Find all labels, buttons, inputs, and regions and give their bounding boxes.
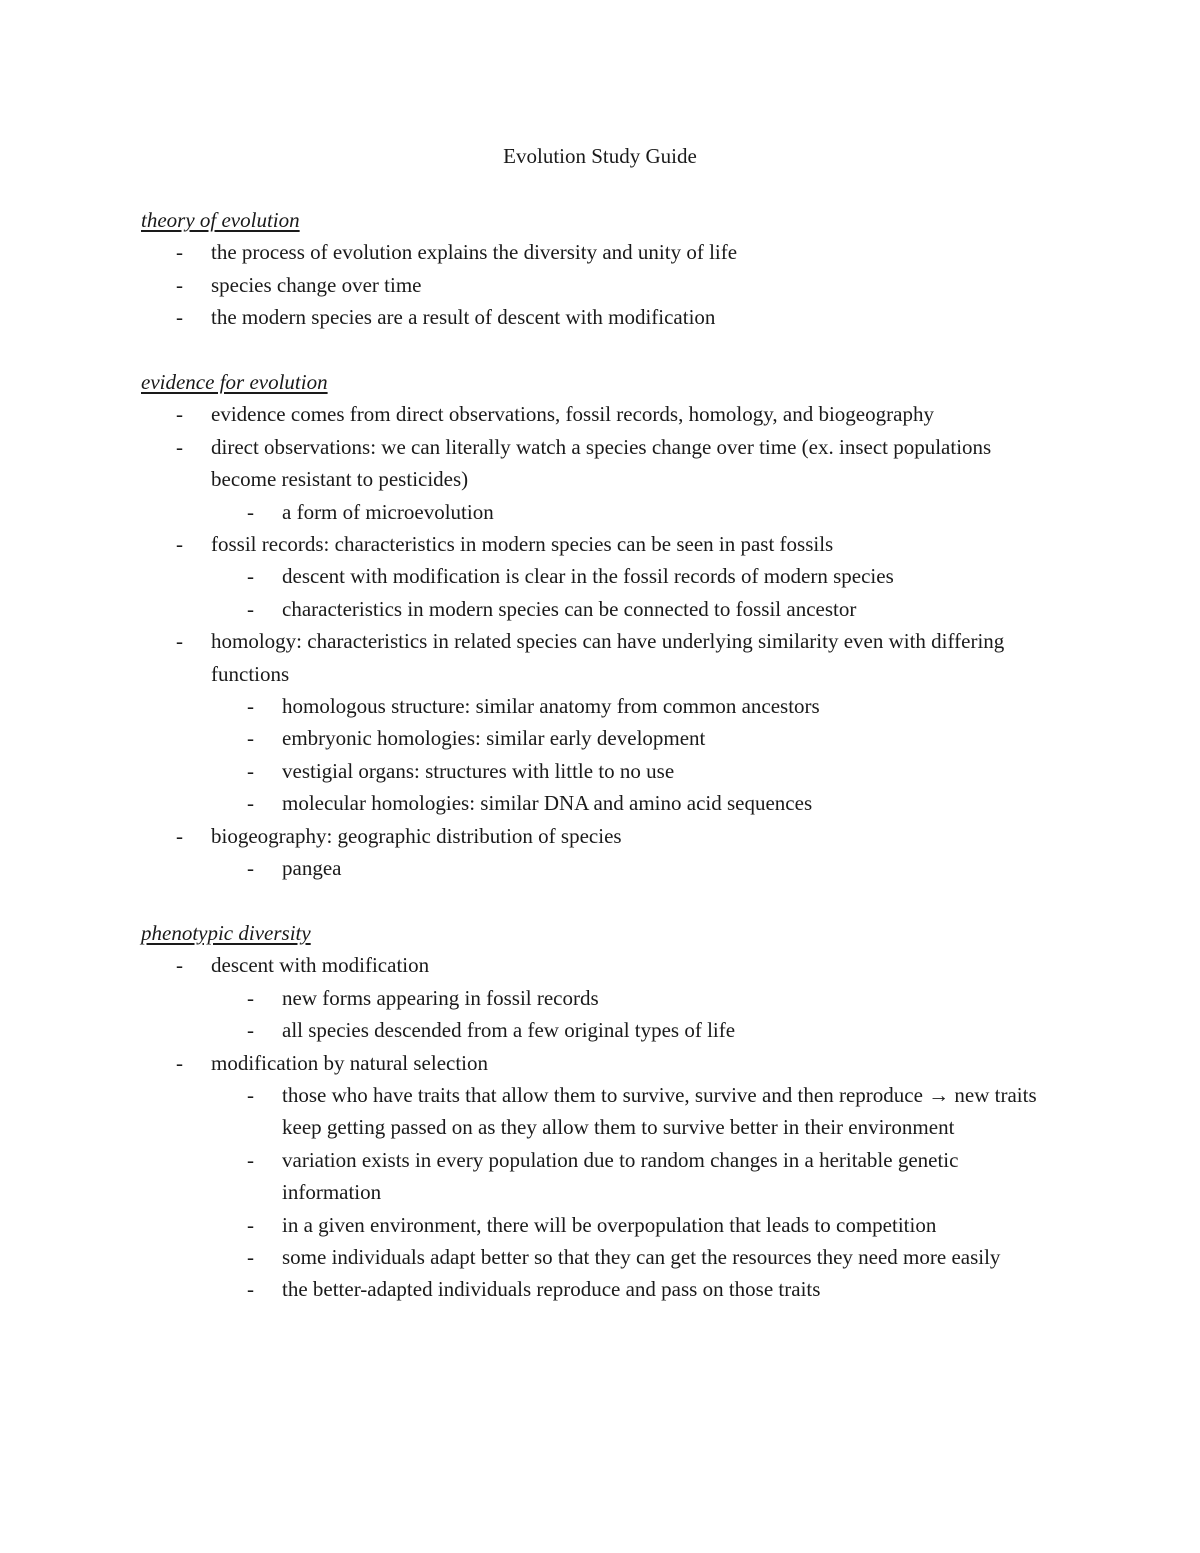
list-item-text: homology: characteristics in related species can have underlying similarity even with differing functions [211,629,1005,686]
list-item [141,820,1061,852]
bullet-dash: - [247,1212,254,1237]
list-item-text: vestigial organs: structures with little to no use [282,758,675,783]
list-item [141,528,1061,560]
bullet-dash: - [247,499,254,524]
bullet-dash: - [176,532,183,557]
bullet-dash: - [247,564,254,589]
bullet-dash: - [247,1277,254,1302]
list-item-text: evidence comes from direct observations, fossil records, homology, and biogeography [211,402,934,427]
section-theory-of-evolution [141,204,1061,334]
section-evidence-for-evolution [141,366,1061,885]
sub-list-item [141,1079,1061,1144]
list-item-text: some individuals adapt better so that they can get the resources they need more easily [282,1244,1001,1269]
bullet-dash: - [247,596,254,621]
list-item [141,398,1061,430]
sub-list-item [141,982,1061,1014]
list-item [141,1047,1061,1079]
section-heading: phenotypic diversity [141,920,311,945]
list-item-text: variation exists in every population due to random changes in a heritable genetic information [282,1147,959,1205]
document-title: Evolution Study Guide [503,144,697,168]
list-item-text: those who have traits that allow them to survive, survive and then reproduce → new traits keep getting passed on as they allow them to survive better in their environment [282,1082,1037,1140]
list-item-text: descent with modification is clear in the fossil records of modern species [282,564,894,589]
sub-list-item [141,690,1061,722]
section-spacer [141,334,1061,366]
bullet-dash: - [247,726,254,751]
document-body [141,204,1061,1306]
bullet-dash: - [247,856,254,881]
list-item-text: characteristics in modern species can be connected to fossil ancestor [282,596,857,621]
list-item-text: species change over time [211,272,422,297]
sub-list-item [141,755,1061,787]
sub-list-item [141,1144,1061,1209]
list-item-text: modification by natural selection [211,1050,488,1075]
bullet-dash: - [176,305,183,330]
list-item-text: homologous structure: similar anatomy from common ancestors [282,694,820,719]
sub-list-item [141,787,1061,819]
bullet-dash: - [247,1082,254,1107]
sub-list-item [141,852,1061,884]
list-item-text: biogeography: geographic distribution of species [211,823,622,848]
list-item-text: new forms appearing in fossil records [282,985,599,1010]
list-item [141,431,1061,496]
sub-list-item [141,722,1061,754]
bullet-dash: - [247,694,254,719]
list-item-text: the process of evolution explains the diversity and unity of life [211,240,738,265]
list-item-text: molecular homologies: similar DNA and amino acid sequences [282,791,813,816]
bullet-dash: - [176,629,183,654]
list-item [141,236,1061,268]
bullet-dash: - [176,953,183,978]
list-item-text: fossil records: characteristics in modern species can be seen in past fossils [211,532,834,557]
sub-list-item [141,593,1061,625]
bullet-dash: - [176,272,183,297]
bullet-dash: - [247,985,254,1010]
list-item-text: descent with modification [211,953,430,978]
bullet-dash: - [247,758,254,783]
list-item-text: the modern species are a result of descent with modification [211,305,716,330]
section-spacer [141,885,1061,917]
bullet-dash: - [176,823,183,848]
bullet-dash: - [176,402,183,427]
bullet-dash: - [247,1244,254,1269]
sub-list-item [141,1273,1061,1305]
section-heading: evidence for evolution [141,370,328,395]
list-item-text: embryonic homologies: similar early development [282,726,706,751]
sub-list-item [141,1014,1061,1046]
sub-list-item [141,560,1061,592]
list-item [141,301,1061,333]
bullet-dash: - [176,240,183,265]
list-item-text: a form of microevolution [282,499,494,524]
list-item-text: pangea [282,856,342,881]
list-item-text: in a given environment, there will be overpopulation that leads to competition [282,1212,937,1237]
list-item-text: all species descended from a few original types of life [282,1018,736,1043]
section-heading: theory of evolution [141,208,300,232]
bullet-dash: - [247,1018,254,1043]
list-item [141,625,1061,690]
list-item-text: direct observations: we can literally watch a species change over time (ex. insect populations become resistant to pesticides) [211,434,992,492]
list-item [141,269,1061,301]
bullet-dash: - [247,1147,254,1172]
bullet-dash: - [176,434,183,459]
bullet-dash: - [247,791,254,816]
sub-list-item [141,496,1061,528]
list-item-text: the better-adapted individuals reproduce and pass on those traits [282,1277,821,1302]
sub-list-item [141,1241,1061,1273]
list-item [141,949,1061,981]
section-phenotypic-diversity [141,917,1061,1306]
sub-list-item [141,1209,1061,1241]
bullet-dash: - [176,1050,183,1075]
